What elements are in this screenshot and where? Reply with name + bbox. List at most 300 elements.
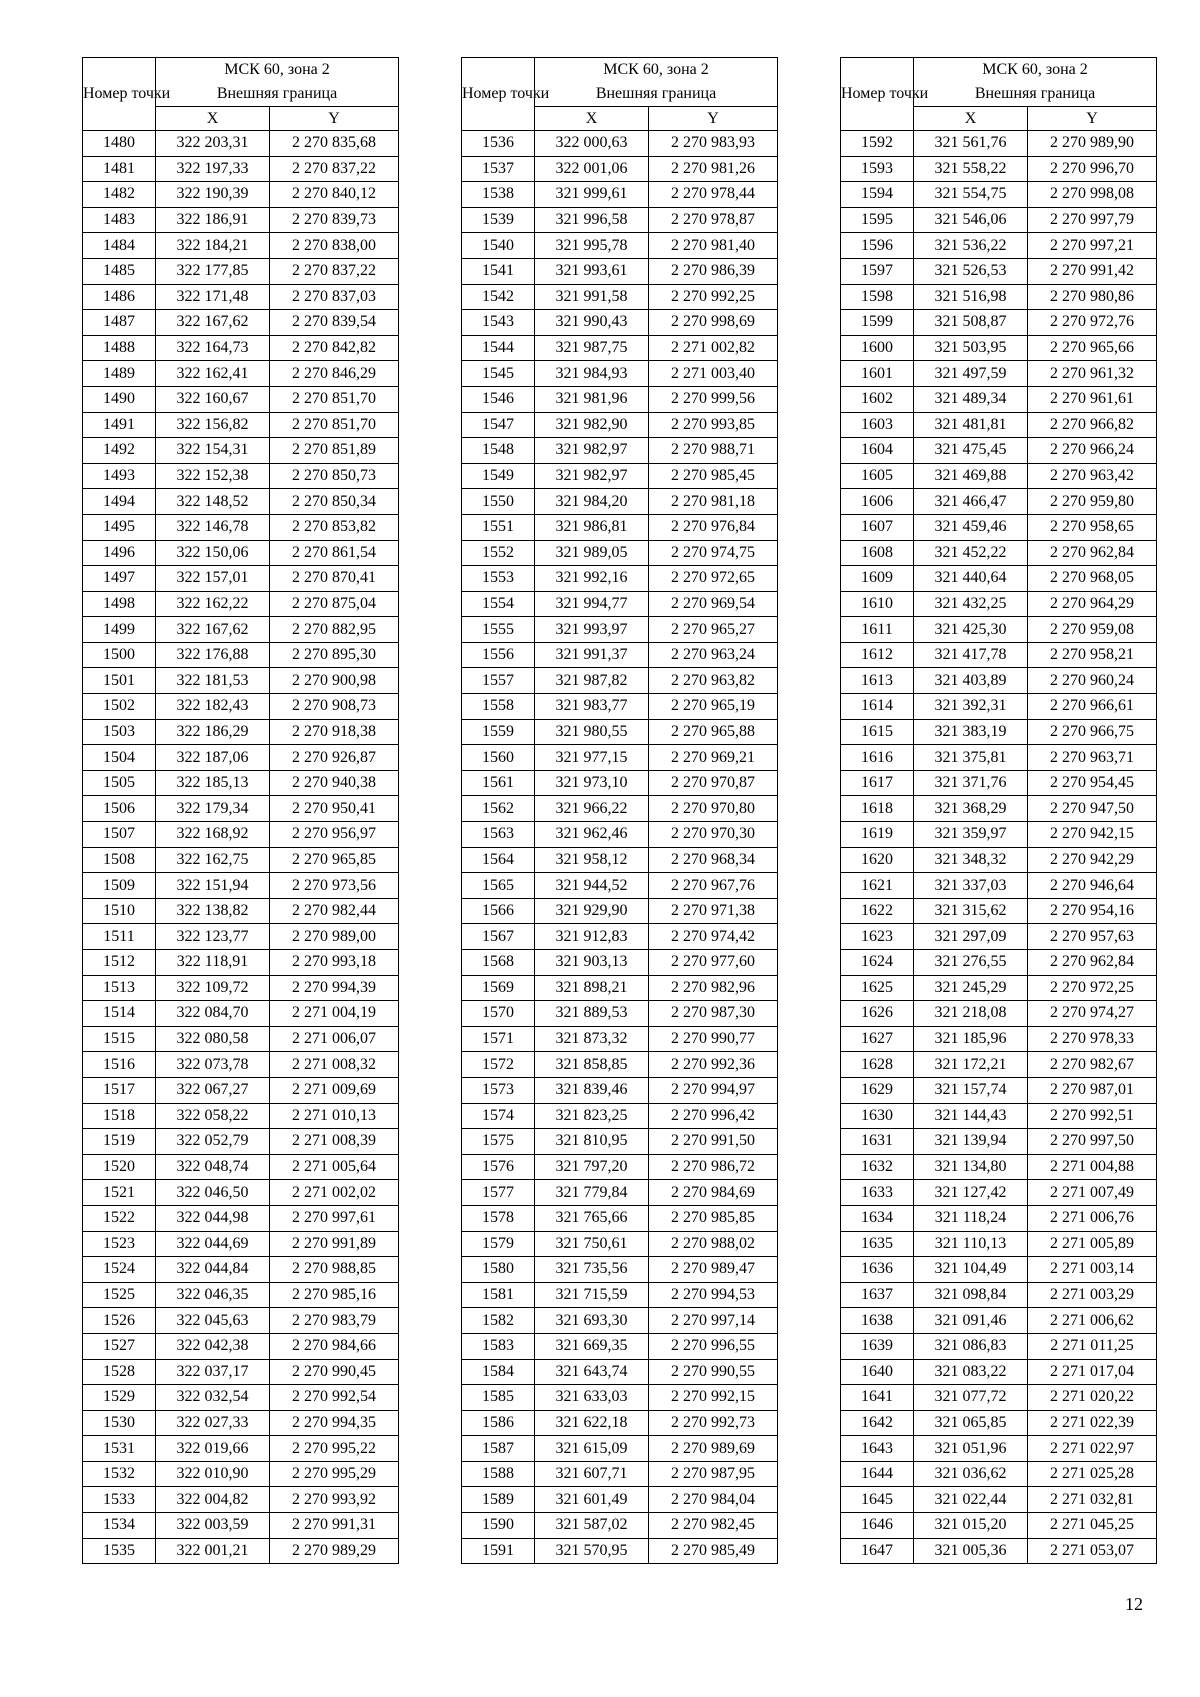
y-coordinate-cell: 2 270 991,31 — [270, 1513, 399, 1539]
x-coordinate-cell: 321 172,21 — [914, 1052, 1028, 1078]
x-coordinate-cell: 322 186,29 — [156, 719, 270, 745]
point-number-cell: 1571 — [462, 1026, 535, 1052]
table-row — [83, 361, 399, 387]
coordinates-body — [83, 131, 399, 1564]
table-row — [841, 412, 1157, 438]
point-number-cell: 1520 — [83, 1154, 156, 1180]
table-row — [83, 770, 399, 796]
point-number-cell: 1573 — [462, 1077, 535, 1103]
x-coordinate-cell: 322 001,21 — [156, 1538, 270, 1564]
x-header: X — [535, 107, 649, 131]
table-row — [83, 566, 399, 592]
table-row — [841, 924, 1157, 950]
x-coordinate-cell: 321 508,87 — [914, 310, 1028, 336]
y-coordinate-cell: 2 270 970,87 — [649, 770, 778, 796]
point-number-cell: 1515 — [83, 1026, 156, 1052]
system-header — [535, 58, 778, 107]
x-header: X — [914, 107, 1028, 131]
x-coordinate-cell: 321 903,13 — [535, 950, 649, 976]
table-row — [83, 335, 399, 361]
table-row — [83, 745, 399, 771]
point-number-cell: 1619 — [841, 822, 914, 848]
y-coordinate-cell: 2 270 959,80 — [1028, 489, 1157, 515]
x-coordinate-cell: 322 032,54 — [156, 1385, 270, 1411]
table-row — [462, 463, 778, 489]
point-number-cell: 1597 — [841, 258, 914, 284]
table-row — [841, 1359, 1157, 1385]
x-coordinate-cell: 321 693,30 — [535, 1308, 649, 1334]
table-row — [462, 1333, 778, 1359]
y-coordinate-cell: 2 270 978,33 — [1028, 1026, 1157, 1052]
x-coordinate-cell: 321 765,66 — [535, 1205, 649, 1231]
table-row — [83, 233, 399, 259]
table-row — [841, 770, 1157, 796]
point-number-cell: 1587 — [462, 1436, 535, 1462]
coordinate-system-label: МСК 60, зона 2 — [982, 61, 1088, 78]
point-number-cell: 1501 — [83, 668, 156, 694]
y-coordinate-cell: 2 270 997,79 — [1028, 207, 1157, 233]
y-coordinate-cell: 2 270 851,89 — [270, 438, 399, 464]
y-coordinate-cell: 2 270 968,05 — [1028, 566, 1157, 592]
x-coordinate-cell: 321 995,78 — [535, 233, 649, 259]
x-coordinate-cell: 321 601,49 — [535, 1487, 649, 1513]
x-coordinate-cell: 322 162,41 — [156, 361, 270, 387]
point-number-cell: 1643 — [841, 1436, 914, 1462]
y-coordinate-cell: 2 270 981,40 — [649, 233, 778, 259]
y-coordinate-cell: 2 270 850,73 — [270, 463, 399, 489]
point-number-cell: 1553 — [462, 566, 535, 592]
point-number-cell: 1513 — [83, 975, 156, 1001]
y-coordinate-cell: 2 271 008,39 — [270, 1129, 399, 1155]
y-coordinate-cell: 2 270 997,14 — [649, 1308, 778, 1334]
table-row — [83, 182, 399, 208]
table-row — [841, 975, 1157, 1001]
x-coordinate-cell: 322 162,75 — [156, 847, 270, 873]
x-coordinate-cell: 321 983,77 — [535, 694, 649, 720]
x-coordinate-cell: 322 118,91 — [156, 950, 270, 976]
point-number-cell: 1572 — [462, 1052, 535, 1078]
table-row — [83, 284, 399, 310]
point-number-cell: 1505 — [83, 770, 156, 796]
x-coordinate-cell: 321 823,25 — [535, 1103, 649, 1129]
x-coordinate-cell: 322 162,22 — [156, 591, 270, 617]
x-coordinate-cell: 321 999,61 — [535, 182, 649, 208]
table-row — [83, 694, 399, 720]
table-row — [462, 1410, 778, 1436]
y-coordinate-cell: 2 270 970,80 — [649, 796, 778, 822]
y-coordinate-cell: 2 270 965,27 — [649, 617, 778, 643]
point-number-cell: 1585 — [462, 1385, 535, 1411]
table-row — [841, 1308, 1157, 1334]
y-header: Y — [649, 107, 778, 131]
table-row — [841, 1231, 1157, 1257]
table-row — [462, 131, 778, 157]
table-row — [841, 642, 1157, 668]
x-coordinate-cell: 321 516,98 — [914, 284, 1028, 310]
point-number-cell: 1538 — [462, 182, 535, 208]
table-row — [83, 1205, 399, 1231]
x-coordinate-cell: 321 929,90 — [535, 898, 649, 924]
x-coordinate-cell: 321 526,53 — [914, 258, 1028, 284]
point-number-cell: 1601 — [841, 361, 914, 387]
table-row — [841, 796, 1157, 822]
y-coordinate-cell: 2 271 011,25 — [1028, 1333, 1157, 1359]
y-coordinate-cell: 2 270 968,34 — [649, 847, 778, 873]
y-coordinate-cell: 2 270 998,69 — [649, 310, 778, 336]
point-number-cell: 1491 — [83, 412, 156, 438]
x-coordinate-cell: 321 912,83 — [535, 924, 649, 950]
x-coordinate-cell: 321 503,95 — [914, 335, 1028, 361]
point-number-cell: 1483 — [83, 207, 156, 233]
point-number-cell: 1481 — [83, 156, 156, 182]
point-number-cell: 1627 — [841, 1026, 914, 1052]
x-coordinate-cell: 321 958,12 — [535, 847, 649, 873]
point-number-cell: 1514 — [83, 1001, 156, 1027]
table-row — [841, 1103, 1157, 1129]
table-row — [83, 924, 399, 950]
x-coordinate-cell: 322 185,13 — [156, 770, 270, 796]
y-coordinate-cell: 2 271 002,82 — [649, 335, 778, 361]
table-row — [841, 1001, 1157, 1027]
point-number-cell: 1624 — [841, 950, 914, 976]
x-coordinate-cell: 321 889,53 — [535, 1001, 649, 1027]
point-number-cell: 1545 — [462, 361, 535, 387]
x-coordinate-cell: 322 042,38 — [156, 1333, 270, 1359]
point-number-cell: 1533 — [83, 1487, 156, 1513]
y-coordinate-cell: 2 270 870,41 — [270, 566, 399, 592]
x-coordinate-cell: 321 669,35 — [535, 1333, 649, 1359]
x-coordinate-cell: 321 986,81 — [535, 514, 649, 540]
x-coordinate-cell: 322 044,69 — [156, 1231, 270, 1257]
point-number-cell: 1511 — [83, 924, 156, 950]
point-number-cell: 1588 — [462, 1461, 535, 1487]
table-row — [462, 1129, 778, 1155]
y-coordinate-cell: 2 271 003,40 — [649, 361, 778, 387]
x-coordinate-cell: 321 077,72 — [914, 1385, 1028, 1411]
y-coordinate-cell: 2 270 958,65 — [1028, 514, 1157, 540]
y-coordinate-cell: 2 270 837,03 — [270, 284, 399, 310]
table-row — [462, 233, 778, 259]
table-row — [462, 796, 778, 822]
y-coordinate-cell: 2 270 961,32 — [1028, 361, 1157, 387]
point-number-cell: 1623 — [841, 924, 914, 950]
y-coordinate-cell: 2 270 954,45 — [1028, 770, 1157, 796]
point-number-header: Номер точки — [841, 58, 914, 131]
table-row — [83, 131, 399, 157]
x-coordinate-cell: 321 587,02 — [535, 1513, 649, 1539]
y-coordinate-cell: 2 270 963,82 — [649, 668, 778, 694]
y-coordinate-cell: 2 271 008,32 — [270, 1052, 399, 1078]
y-coordinate-cell: 2 270 992,25 — [649, 284, 778, 310]
x-coordinate-cell: 321 984,20 — [535, 489, 649, 515]
y-coordinate-cell: 2 270 956,97 — [270, 822, 399, 848]
table-row — [841, 694, 1157, 720]
y-coordinate-cell: 2 270 957,63 — [1028, 924, 1157, 950]
x-coordinate-cell: 321 779,84 — [535, 1180, 649, 1206]
x-coordinate-cell: 321 134,80 — [914, 1154, 1028, 1180]
x-coordinate-cell: 322 004,82 — [156, 1487, 270, 1513]
x-coordinate-cell: 322 046,50 — [156, 1180, 270, 1206]
y-coordinate-cell: 2 271 017,04 — [1028, 1359, 1157, 1385]
x-coordinate-cell: 322 203,31 — [156, 131, 270, 157]
table-row — [841, 438, 1157, 464]
table-row — [462, 1180, 778, 1206]
x-coordinate-cell: 321 982,97 — [535, 438, 649, 464]
y-coordinate-cell: 2 270 851,70 — [270, 386, 399, 412]
table-row — [462, 924, 778, 950]
point-number-cell: 1645 — [841, 1487, 914, 1513]
y-coordinate-cell: 2 270 882,95 — [270, 617, 399, 643]
y-coordinate-cell: 2 270 978,87 — [649, 207, 778, 233]
point-number-cell: 1509 — [83, 873, 156, 899]
point-number-cell: 1600 — [841, 335, 914, 361]
point-number-cell: 1498 — [83, 591, 156, 617]
point-number-cell: 1637 — [841, 1282, 914, 1308]
y-coordinate-cell: 2 270 965,66 — [1028, 335, 1157, 361]
table-row — [841, 566, 1157, 592]
x-coordinate-cell: 321 810,95 — [535, 1129, 649, 1155]
y-coordinate-cell: 2 271 010,13 — [270, 1103, 399, 1129]
y-coordinate-cell: 2 271 003,29 — [1028, 1282, 1157, 1308]
y-coordinate-cell: 2 270 947,50 — [1028, 796, 1157, 822]
x-coordinate-cell: 321 989,05 — [535, 540, 649, 566]
y-coordinate-cell: 2 270 991,42 — [1028, 258, 1157, 284]
table-row — [83, 1154, 399, 1180]
y-coordinate-cell: 2 270 989,00 — [270, 924, 399, 950]
point-number-cell: 1628 — [841, 1052, 914, 1078]
y-coordinate-cell: 2 270 993,18 — [270, 950, 399, 976]
y-coordinate-cell: 2 270 972,76 — [1028, 310, 1157, 336]
x-coordinate-cell: 321 987,82 — [535, 668, 649, 694]
point-number-cell: 1540 — [462, 233, 535, 259]
point-number-cell: 1524 — [83, 1257, 156, 1283]
x-coordinate-cell: 321 015,20 — [914, 1513, 1028, 1539]
y-coordinate-cell: 2 270 861,54 — [270, 540, 399, 566]
y-coordinate-cell: 2 270 837,22 — [270, 258, 399, 284]
y-coordinate-cell: 2 270 960,24 — [1028, 668, 1157, 694]
x-coordinate-cell: 321 469,88 — [914, 463, 1028, 489]
point-number-cell: 1494 — [83, 489, 156, 515]
x-coordinate-cell: 322 152,38 — [156, 463, 270, 489]
table-row — [462, 668, 778, 694]
x-coordinate-cell: 322 187,06 — [156, 745, 270, 771]
x-coordinate-cell: 322 019,66 — [156, 1436, 270, 1462]
table-row — [462, 1026, 778, 1052]
y-coordinate-cell: 2 270 992,15 — [649, 1385, 778, 1411]
point-number-cell: 1546 — [462, 386, 535, 412]
x-coordinate-cell: 321 218,08 — [914, 1001, 1028, 1027]
y-coordinate-cell: 2 270 989,47 — [649, 1257, 778, 1283]
table-row — [83, 310, 399, 336]
table-row — [841, 310, 1157, 336]
table-row — [462, 1487, 778, 1513]
table-row — [841, 591, 1157, 617]
point-number-cell: 1503 — [83, 719, 156, 745]
x-coordinate-cell: 321 497,59 — [914, 361, 1028, 387]
coordinates-body — [462, 131, 778, 1564]
y-coordinate-cell: 2 271 009,69 — [270, 1077, 399, 1103]
point-number-cell: 1636 — [841, 1257, 914, 1283]
x-coordinate-cell: 321 083,22 — [914, 1359, 1028, 1385]
point-number-header: Номер точки — [462, 58, 535, 131]
table-row — [462, 386, 778, 412]
table-row — [462, 1103, 778, 1129]
table-row — [462, 438, 778, 464]
x-coordinate-cell: 322 190,39 — [156, 182, 270, 208]
point-number-cell: 1576 — [462, 1154, 535, 1180]
y-coordinate-cell: 2 270 996,55 — [649, 1333, 778, 1359]
y-coordinate-cell: 2 271 006,62 — [1028, 1308, 1157, 1334]
point-number-cell: 1541 — [462, 258, 535, 284]
y-coordinate-cell: 2 270 999,56 — [649, 386, 778, 412]
y-coordinate-cell: 2 270 991,89 — [270, 1231, 399, 1257]
x-coordinate-cell: 321 440,64 — [914, 566, 1028, 592]
x-coordinate-cell: 322 154,31 — [156, 438, 270, 464]
y-coordinate-cell: 2 271 006,07 — [270, 1026, 399, 1052]
table-row — [83, 873, 399, 899]
point-number-cell: 1633 — [841, 1180, 914, 1206]
point-number-cell: 1523 — [83, 1231, 156, 1257]
table-row — [462, 207, 778, 233]
x-coordinate-cell: 321 990,43 — [535, 310, 649, 336]
x-coordinate-cell: 322 184,21 — [156, 233, 270, 259]
y-coordinate-cell: 2 270 985,16 — [270, 1282, 399, 1308]
table-row — [841, 182, 1157, 208]
table-row — [841, 1410, 1157, 1436]
point-number-cell: 1568 — [462, 950, 535, 976]
y-coordinate-cell: 2 270 994,97 — [649, 1077, 778, 1103]
point-number-cell: 1489 — [83, 361, 156, 387]
table-row — [83, 463, 399, 489]
point-number-cell: 1635 — [841, 1231, 914, 1257]
y-coordinate-cell: 2 270 987,95 — [649, 1461, 778, 1487]
table-row — [462, 873, 778, 899]
table-row — [462, 1205, 778, 1231]
x-coordinate-cell: 321 104,49 — [914, 1257, 1028, 1283]
page-number: 12 — [1125, 1594, 1143, 1614]
x-coordinate-cell: 321 392,31 — [914, 694, 1028, 720]
point-number-cell: 1519 — [83, 1129, 156, 1155]
point-number-cell: 1578 — [462, 1205, 535, 1231]
point-number-cell: 1529 — [83, 1385, 156, 1411]
x-coordinate-cell: 321 359,97 — [914, 822, 1028, 848]
table-row — [841, 1513, 1157, 1539]
table-row — [462, 617, 778, 643]
x-coordinate-cell: 322 109,72 — [156, 975, 270, 1001]
point-number-cell: 1603 — [841, 412, 914, 438]
x-coordinate-cell: 321 570,95 — [535, 1538, 649, 1564]
y-coordinate-cell: 2 270 963,24 — [649, 642, 778, 668]
point-number-cell: 1570 — [462, 1001, 535, 1027]
point-number-cell: 1606 — [841, 489, 914, 515]
x-coordinate-cell: 321 987,75 — [535, 335, 649, 361]
table-row — [83, 1257, 399, 1283]
y-coordinate-cell: 2 270 835,68 — [270, 131, 399, 157]
table-row — [462, 540, 778, 566]
x-coordinate-cell: 321 944,52 — [535, 873, 649, 899]
y-coordinate-cell: 2 271 020,22 — [1028, 1385, 1157, 1411]
y-coordinate-cell: 2 270 950,41 — [270, 796, 399, 822]
x-header: X — [156, 107, 270, 131]
point-number-cell: 1626 — [841, 1001, 914, 1027]
x-coordinate-cell: 321 546,06 — [914, 207, 1028, 233]
y-coordinate-cell: 2 270 972,25 — [1028, 975, 1157, 1001]
table-row — [83, 591, 399, 617]
y-header: Y — [1028, 107, 1157, 131]
x-coordinate-cell: 321 489,34 — [914, 386, 1028, 412]
x-coordinate-cell: 321 622,18 — [535, 1410, 649, 1436]
y-coordinate-cell: 2 270 983,79 — [270, 1308, 399, 1334]
x-coordinate-cell: 321 371,76 — [914, 770, 1028, 796]
point-number-cell: 1495 — [83, 514, 156, 540]
y-coordinate-cell: 2 270 961,61 — [1028, 386, 1157, 412]
x-coordinate-cell: 321 992,16 — [535, 566, 649, 592]
point-number-cell: 1640 — [841, 1359, 914, 1385]
table-row — [83, 514, 399, 540]
point-number-cell: 1492 — [83, 438, 156, 464]
y-coordinate-cell: 2 270 962,84 — [1028, 540, 1157, 566]
x-coordinate-cell: 322 156,82 — [156, 412, 270, 438]
y-coordinate-cell: 2 270 971,38 — [649, 898, 778, 924]
x-coordinate-cell: 321 561,76 — [914, 131, 1028, 157]
x-coordinate-cell: 321 144,43 — [914, 1103, 1028, 1129]
x-coordinate-cell: 322 048,74 — [156, 1154, 270, 1180]
y-coordinate-cell: 2 271 002,02 — [270, 1180, 399, 1206]
table-row — [83, 898, 399, 924]
y-coordinate-cell: 2 270 946,64 — [1028, 873, 1157, 899]
table-row — [841, 361, 1157, 387]
point-number-cell: 1521 — [83, 1180, 156, 1206]
x-coordinate-cell: 321 127,42 — [914, 1180, 1028, 1206]
y-coordinate-cell: 2 270 984,04 — [649, 1487, 778, 1513]
x-coordinate-cell: 322 045,63 — [156, 1308, 270, 1334]
table-row — [83, 489, 399, 515]
point-number-cell: 1560 — [462, 745, 535, 771]
y-coordinate-cell: 2 270 974,75 — [649, 540, 778, 566]
x-coordinate-cell: 322 073,78 — [156, 1052, 270, 1078]
y-coordinate-cell: 2 270 988,71 — [649, 438, 778, 464]
y-coordinate-cell: 2 270 977,60 — [649, 950, 778, 976]
y-coordinate-cell: 2 270 846,29 — [270, 361, 399, 387]
x-coordinate-cell: 322 148,52 — [156, 489, 270, 515]
table-row — [462, 1154, 778, 1180]
x-coordinate-cell: 321 994,77 — [535, 591, 649, 617]
point-number-cell: 1559 — [462, 719, 535, 745]
y-coordinate-cell: 2 270 997,61 — [270, 1205, 399, 1231]
x-coordinate-cell: 321 139,94 — [914, 1129, 1028, 1155]
point-number-cell: 1634 — [841, 1205, 914, 1231]
x-coordinate-cell: 322 001,06 — [535, 156, 649, 182]
table-row — [841, 1180, 1157, 1206]
x-coordinate-cell: 322 084,70 — [156, 1001, 270, 1027]
y-coordinate-cell: 2 270 954,16 — [1028, 898, 1157, 924]
table-row — [462, 1538, 778, 1564]
table-row — [462, 770, 778, 796]
point-number-cell: 1552 — [462, 540, 535, 566]
y-coordinate-cell: 2 270 996,42 — [649, 1103, 778, 1129]
y-coordinate-cell: 2 270 966,61 — [1028, 694, 1157, 720]
point-number-cell: 1484 — [83, 233, 156, 259]
table-row — [462, 1231, 778, 1257]
table-row — [83, 822, 399, 848]
point-number-cell: 1517 — [83, 1077, 156, 1103]
table-row — [462, 694, 778, 720]
y-coordinate-cell: 2 270 995,29 — [270, 1461, 399, 1487]
y-coordinate-cell: 2 271 025,28 — [1028, 1461, 1157, 1487]
y-coordinate-cell: 2 270 839,73 — [270, 207, 399, 233]
x-coordinate-cell: 321 898,21 — [535, 975, 649, 1001]
point-number-cell: 1507 — [83, 822, 156, 848]
